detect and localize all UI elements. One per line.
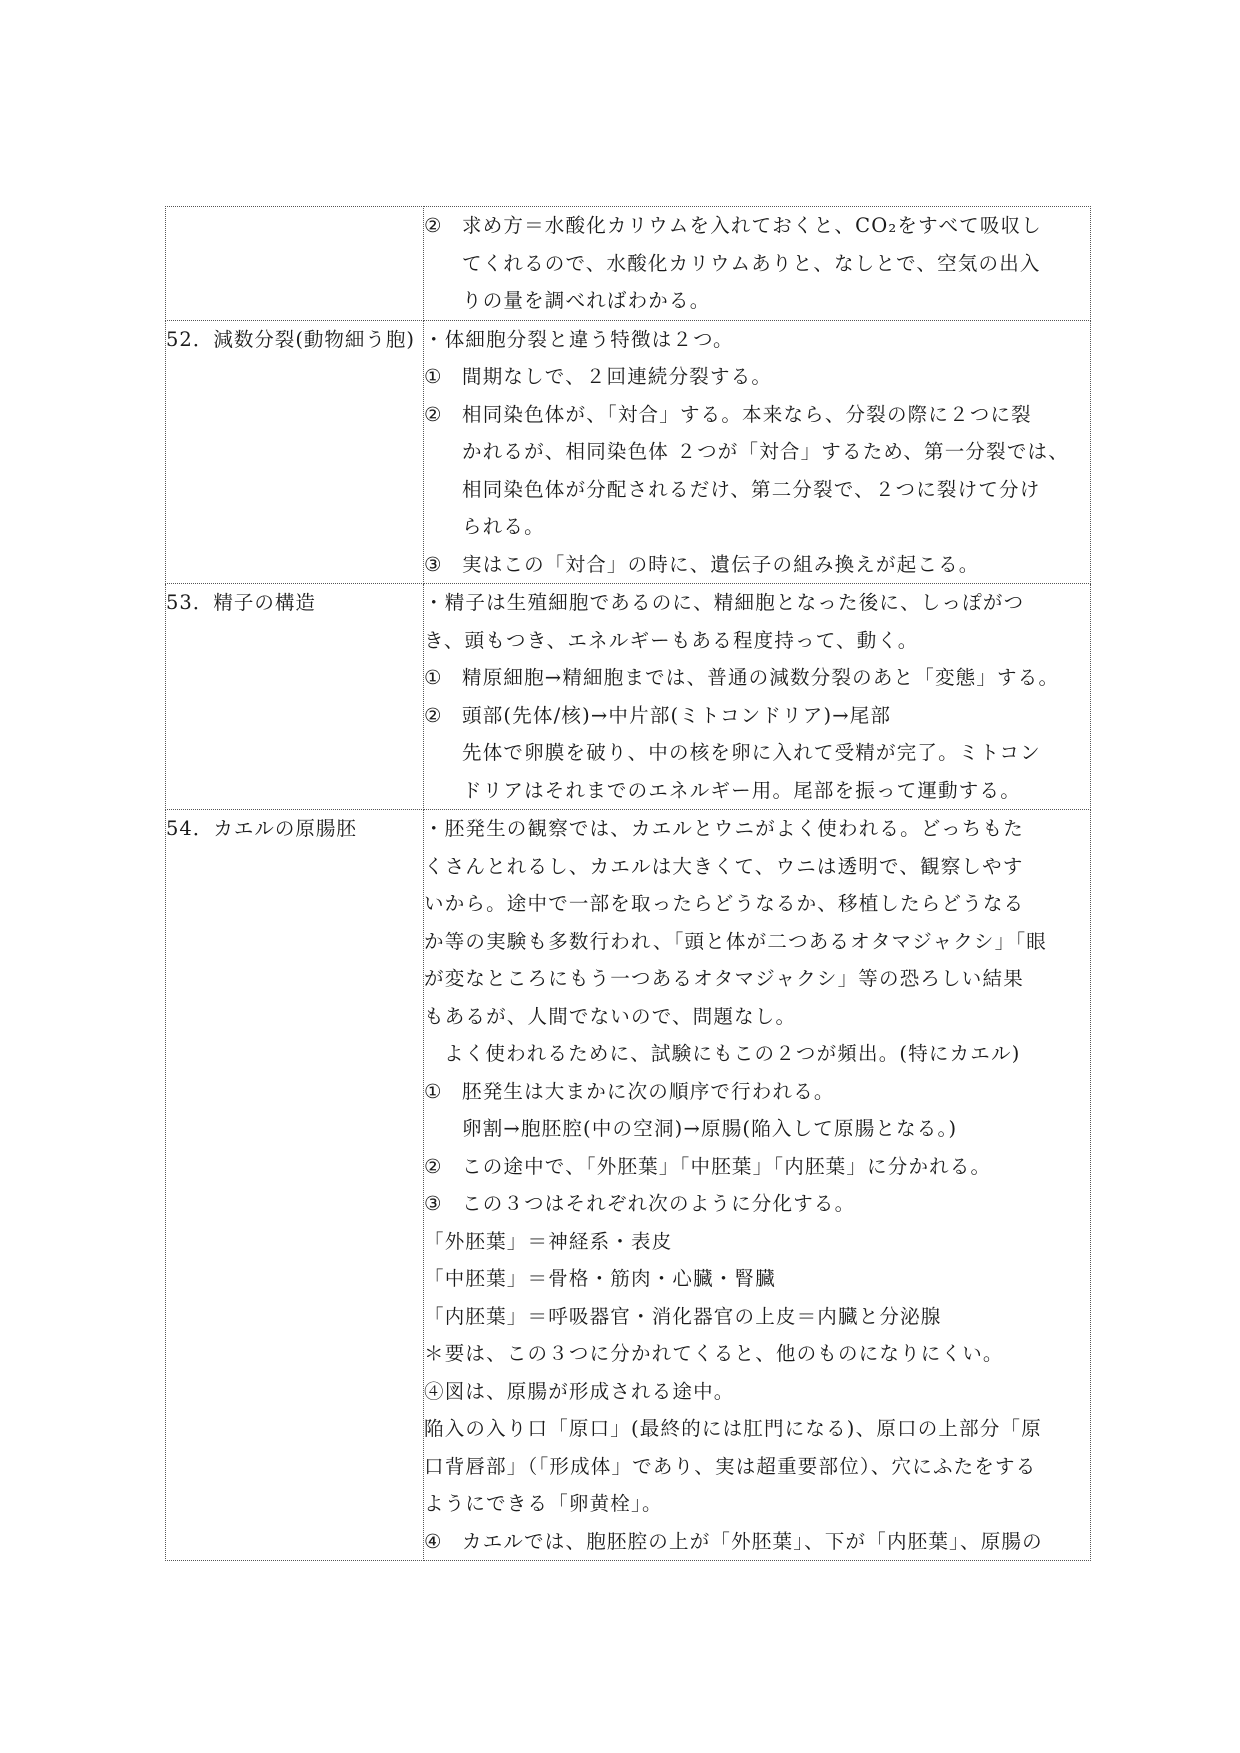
content-line (424, 734, 1090, 772)
line-text: 「内胚葉」＝呼吸器官・消化器官の上皮＝内臓と分泌腺 (424, 1304, 942, 1328)
content-line (424, 998, 1090, 1036)
topic-title: 53．精子の構造 (166, 591, 316, 614)
table-row (166, 810, 1091, 1561)
item-number: ② (424, 402, 443, 426)
line-text: もあるが、人間でないので、問題なし。 (424, 1004, 797, 1028)
topic-title-cell (166, 207, 424, 321)
content-line (424, 810, 1090, 848)
line-text: くさんとれるし、カエルは大きくて、ウニは透明で、観察しやす (424, 854, 1024, 878)
content-line (424, 1373, 1090, 1411)
topic-content-cell (424, 584, 1091, 810)
content-line (424, 245, 1090, 283)
line-text: 「中胚葉」＝骨格・筋肉・心臓・腎臓 (424, 1267, 776, 1290)
table-row (166, 320, 1091, 584)
item-text: 相同染色体が、「対合」する。本来なら、分裂の際に２つに裂 (462, 402, 1032, 426)
line-text: 陥入の入り口「原口」(最終的には肛門になる)、原口の上部分「原 (424, 1417, 1042, 1440)
item-number: ② (424, 703, 443, 727)
line-text: いから。途中で一部を取ったらどうなるか、移植したらどうなる (424, 892, 1025, 915)
item-number: ③ (424, 552, 443, 576)
content-line (424, 546, 1090, 584)
content-line (424, 1110, 1090, 1148)
content-line (424, 1485, 1090, 1523)
content-line (424, 471, 1090, 509)
line-text: 口背唇部」（「形成体」であり、実は超重要部位）、穴にふたをする (424, 1454, 1037, 1478)
line-text: 卵割→胞胚腔(中の空洞)→原腸(陥入して原腸となる。) (462, 1117, 958, 1140)
content-line (424, 358, 1090, 396)
line-text: 先体で卵膜を破り、中の核を卵に入れて受精が完了。ミトコン (462, 741, 1041, 764)
item-number: ③ (424, 1192, 443, 1215)
item-number: ① (424, 365, 443, 388)
item-text: 精原細胞→精細胞までは、普通の減数分裂のあと「変態」する。 (462, 666, 1060, 689)
line-text: が変なところにもう一つあるオタマジャクシ」等の恐ろしい結果 (424, 967, 1024, 990)
content-line (424, 321, 1090, 359)
item-text: 間期なしで、２回連続分裂する。 (462, 365, 773, 388)
line-text: よく使われるために、試験にもこの２つが頻出。(特にカエル) (444, 1042, 1021, 1065)
line-text: ・体細胞分裂と違う特徴は２つ。 (424, 327, 734, 351)
content-line (424, 1073, 1090, 1111)
topic-title: 52．減数分裂(動物細う胞) (166, 327, 416, 351)
content-line (424, 1223, 1090, 1261)
item-text: この３つはそれぞれ次のように分化する。 (462, 1192, 856, 1215)
content-line (424, 923, 1090, 961)
content-line (424, 1448, 1090, 1486)
topic-title: 54．カエルの原腸胚 (166, 817, 357, 840)
line-text: ・精子は生殖細胞であるのに、精細胞となった後に、しっぽがつ (424, 591, 1025, 614)
content-line (424, 1148, 1090, 1186)
line-text: き、頭もつき、エネルギーもある程度持って、動く。 (424, 628, 919, 652)
content-line (424, 396, 1090, 434)
topic-title-cell (166, 810, 424, 1561)
item-text: 頭部(先体/核)→中片部(ミトコンドリア)→尾部 (462, 703, 892, 727)
content-line (424, 772, 1090, 810)
topic-content-cell (424, 810, 1091, 1561)
item-number: ① (424, 666, 443, 689)
item-text: カエルでは、胞胚腔の上が「外胚葉」、下が「内胚葉」、原腸の (462, 1529, 1043, 1553)
content-line (424, 960, 1090, 998)
topic-title-cell (166, 584, 424, 810)
content-line (424, 1298, 1090, 1336)
content-line (424, 508, 1090, 546)
content-line (424, 207, 1090, 245)
content-line (424, 848, 1090, 886)
content-line (424, 1410, 1090, 1448)
item-text: 求め方＝水酸化カリウムを入れておくと、CO₂をすべて吸収し (462, 214, 1042, 237)
line-text: られる。 (462, 515, 545, 538)
line-text: ドリアはそれまでのエネルギー用。尾部を振って運動する。 (462, 778, 1021, 802)
content-line (424, 885, 1090, 923)
item-number: ② (424, 214, 443, 237)
line-text: てくれるので、水酸化カリウムありと、なしとで、空気の出入 (462, 251, 1041, 275)
content-line (424, 1335, 1090, 1373)
item-number: ④ (424, 1529, 443, 1553)
notes-table-body (166, 207, 1091, 1561)
line-text: ・胚発生の観察では、カエルとウニがよく使われる。どっちもた (424, 817, 1024, 840)
line-text: かれるが、相同染色体 ２つが「対合」するため、第一分裂では、 (462, 440, 1069, 463)
content-line (424, 1185, 1090, 1223)
item-text: 胚発生は大まかに次の順序で行われる。 (462, 1079, 835, 1103)
notes-table (165, 206, 1091, 1561)
content-line (424, 584, 1090, 622)
item-number: ① (424, 1079, 443, 1103)
table-row (166, 207, 1091, 321)
content-line (424, 1523, 1090, 1561)
content-line (424, 1035, 1090, 1073)
item-text: この途中で、「外胚葉」「中胚葉」「内胚葉」に分かれる。 (462, 1154, 992, 1178)
line-text: 「外胚葉」＝神経系・表皮 (424, 1229, 673, 1253)
item-text: 実はこの「対合」の時に、遺伝子の組み換えが起こる。 (462, 552, 980, 576)
line-text: ＊要は、この３つに分かれてくると、他のものになりにくい。 (424, 1342, 1004, 1365)
content-line (424, 433, 1090, 471)
topic-content-cell (424, 320, 1091, 584)
line-text: ようにできる「卵黄栓」。 (424, 1492, 663, 1515)
line-text: か等の実験も多数行われ、「頭と体が二つあるオタマジャクシ」「眼 (424, 929, 1047, 953)
content-line (424, 697, 1090, 735)
line-text: りの量を調べればわかる。 (462, 289, 711, 312)
content-line (424, 659, 1090, 697)
topic-title-cell (166, 320, 424, 584)
content-line (424, 282, 1090, 320)
topic-content-cell (424, 207, 1091, 321)
content-line (424, 1260, 1090, 1298)
content-line (424, 622, 1090, 660)
line-text: 相同染色体が分配されるだけ、第二分裂で、２つに裂けて分け (462, 477, 1041, 501)
item-number: ② (424, 1154, 443, 1178)
table-row (166, 584, 1091, 810)
line-text: ④図は、原腸が形成される途中。 (424, 1379, 735, 1403)
